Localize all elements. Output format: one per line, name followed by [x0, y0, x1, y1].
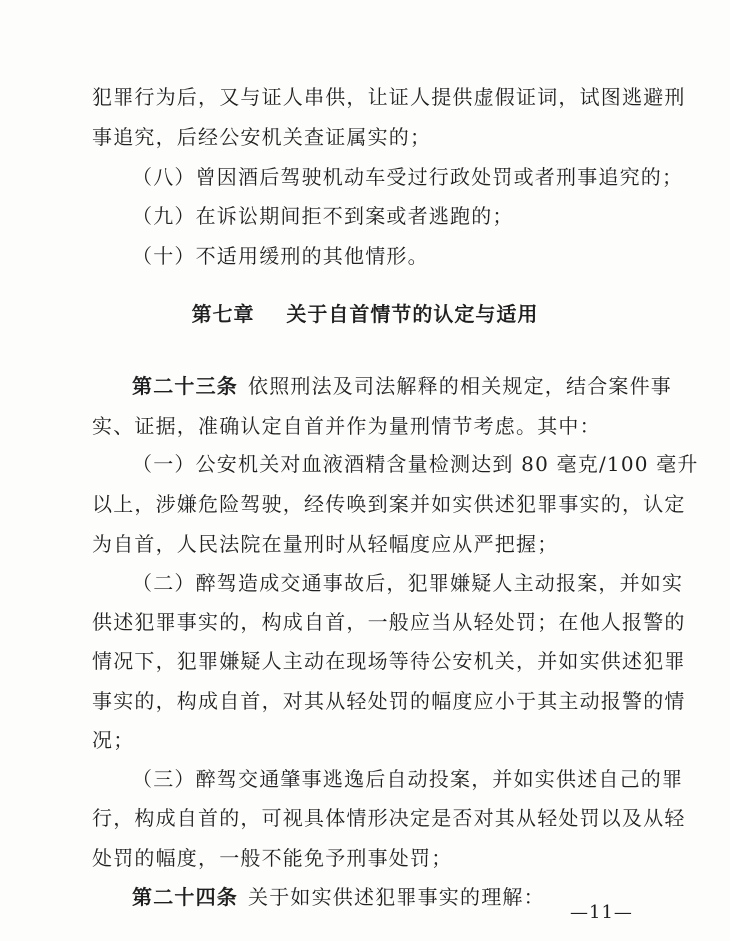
item-1-line: 为自首，人民法院在量刑时从轻幅度应从严把握；: [92, 532, 559, 556]
item-2-line: 事实的，构成自首，对其从轻处罚的幅度应小于其主动报警的情: [92, 689, 686, 713]
chapter-title: 第七章 关于自首情节的认定与适用: [191, 302, 539, 326]
article-23-text: 依照刑法及司法解释的相关规定，结合案件事: [248, 374, 672, 398]
item-1-line: （一）公安机关对血液酒精含量检测达到 80 毫克/100 毫升: [132, 452, 699, 476]
page-number: —11—: [570, 902, 633, 923]
item-1-line: 以上，涉嫌危险驾驶，经传唤到案并如实供述犯罪事实的，认定: [92, 492, 686, 516]
item-3-line: （三）醉驾交通肇事逃逸后自动投案，并如实供述自己的罪: [132, 767, 684, 791]
article-24-heading: 第二十四条: [132, 885, 238, 909]
body-line: 实、证据，准确认定自首并作为量刑情节考虑。其中：: [92, 414, 601, 438]
article-24-text: 关于如实供述犯罪事实的理解：: [248, 885, 545, 909]
list-item-10: （十）不适用缓刑的其他情形。: [132, 244, 429, 268]
list-item-9: （九）在诉讼期间拒不到案或者逃跑的；: [132, 204, 514, 228]
body-line: 事追究，后经公安机关查证属实的；: [92, 125, 432, 149]
item-2-line: 况；: [92, 728, 135, 752]
item-2-line: 情况下，犯罪嫌疑人主动在现场等待公安机关，并如实供述犯罪: [92, 649, 686, 673]
item-2-line: 供述犯罪事实的，构成自首，一般应当从轻处罚；在他人报警的: [92, 610, 686, 634]
item-3-line: 处罚的幅度，一般不能免予刑事处罚；: [92, 846, 453, 870]
body-line: 犯罪行为后，又与证人串供，让证人提供虚假证词，试图逃避刑: [92, 85, 686, 109]
article-23-first-line: [132, 373, 692, 399]
item-2-line: （二）醉驾造成交通事故后，犯罪嫌疑人主动报案，并如实: [132, 571, 684, 595]
item-3-line: 行，构成自首的，可视具体情形决定是否对其从轻处罚以及从轻: [92, 806, 686, 830]
list-item-8: （八）曾因酒后驾驶机动车受过行政处罚或者刑事追究的；: [132, 165, 684, 189]
article-23-heading: 第二十三条: [132, 374, 238, 398]
